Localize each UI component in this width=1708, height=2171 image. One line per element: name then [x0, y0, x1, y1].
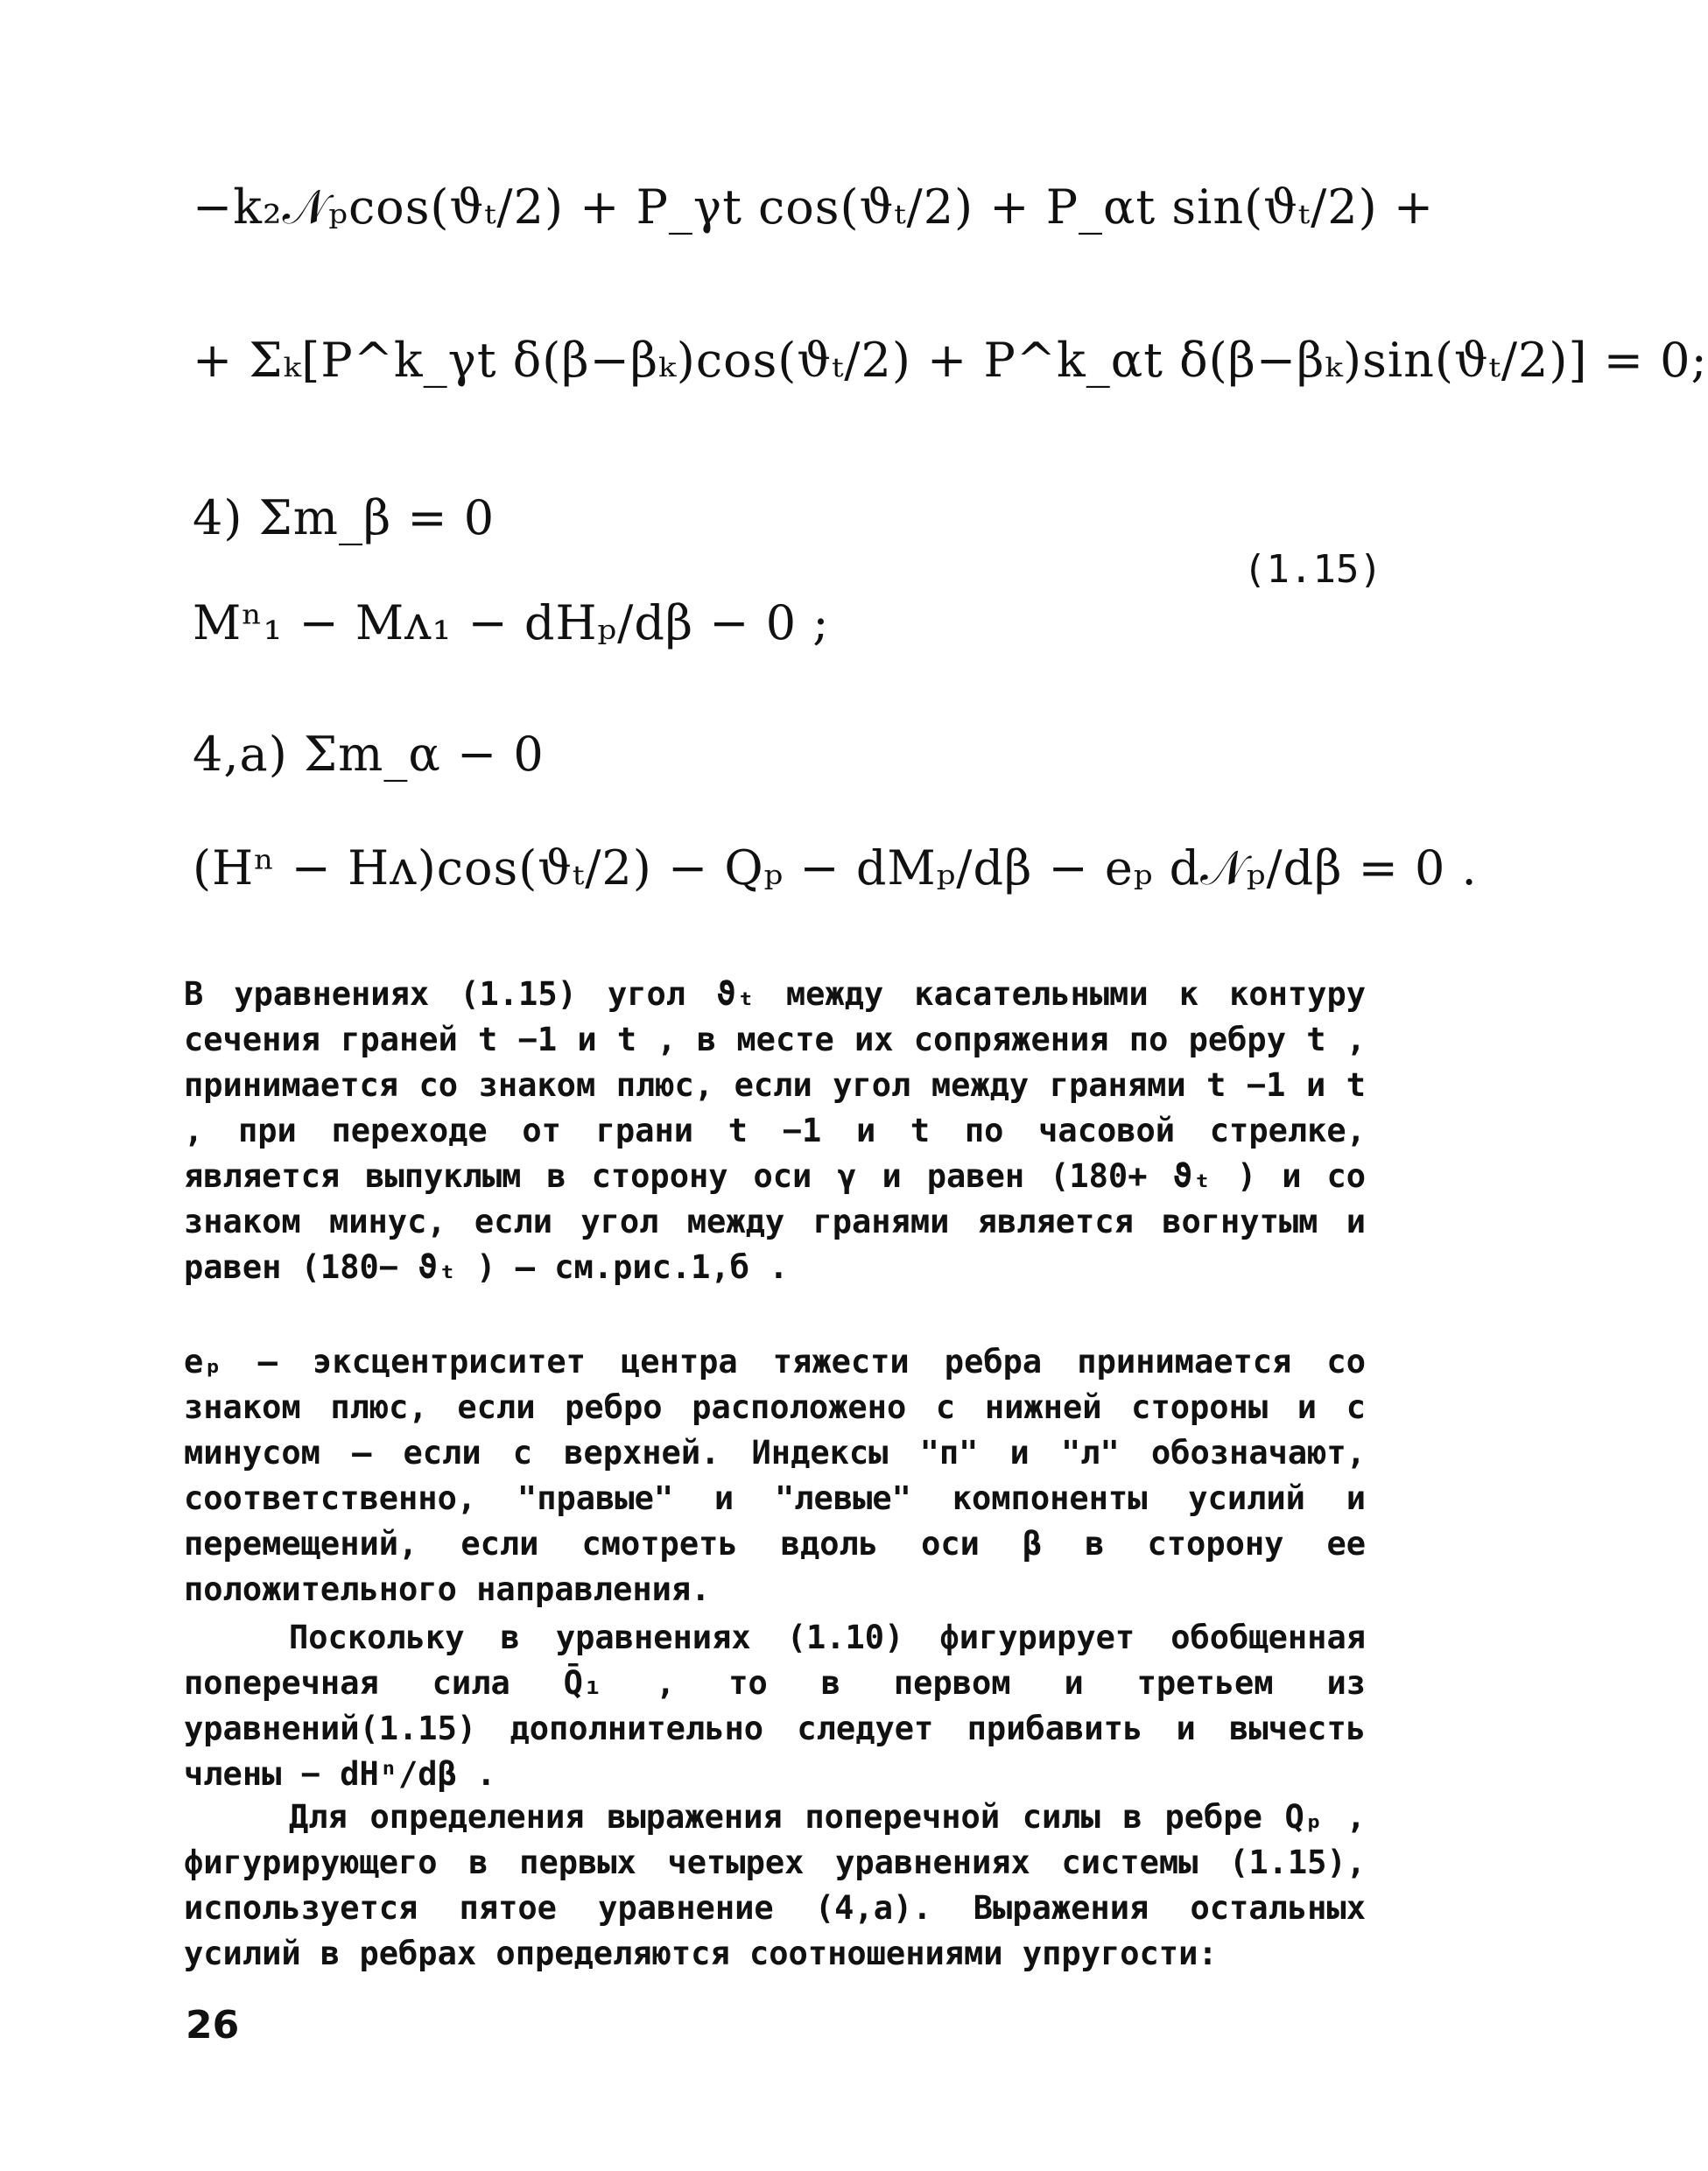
- paragraph-1: В уравнениях (1.15) угол ϑₜ между касательными к контуру сечения граней t −1 и t , в месте их сопряжения по ребру t , принимается со знаком плюс, если угол между гранями t −1 и t , при переходе от грани t −1 и t по часовой стрелке, является выпуклым в сторону оси γ и равен (180+ ϑₜ ) и со знаком минус, если угол между гранями является вогнутым и равен (180− ϑₜ ) – см.рис.1,б .: [184, 975, 1366, 1286]
- equation-line-6: (Hⁿ − Hᴧ)cos(ϑₜ/2) − Qₚ − dMₚ/dβ − eₚ d𝒩ₚ/dβ = 0 .: [193, 840, 1478, 896]
- equation-line-3: 4) Σm_β = 0: [193, 490, 496, 545]
- equation-line-4: Mⁿ₁ − Mᴧ₁ − dHₚ/dβ − 0 ;: [193, 595, 830, 650]
- equation-line-1: −k₂𝒩ₚcos(ϑₜ/2) + P_γt cos(ϑₜ/2) + P_αt sin(ϑₜ/2) +: [193, 179, 1435, 235]
- equation-number: (1.15): [1243, 547, 1382, 592]
- paragraph-4: Для определения выражения поперечной силы в ребре Qₚ , фигурирующего в первых четырех уравнениях системы (1.15), используется пятое уравнение (4,а). Выражения остальных усилий в ребрах определяются соотношениями упругости:: [184, 1798, 1366, 1972]
- paragraph-2: eₚ – эксцентриситет центра тяжести ребра принимается со знаком плюс, если ребро расположено с нижней стороны и с минусом – если с верхней. Индексы "п" и "л" обозначают, соответственно, "правые" и "левые" компоненты усилий и перемещений, если смотреть вдоль оси β в сторону ее положительного направления.: [184, 1343, 1366, 1608]
- paragraph-3: Поскольку в уравнениях (1.10) фигурирует обобщенная поперечная сила Q̄₁ , то в первом и третьем из уравнений(1.15) дополнительно следует прибавить и вычесть члены − dHⁿ/dβ .: [184, 1619, 1366, 1793]
- equation-line-5: 4,а) Σm_α − 0: [193, 727, 545, 782]
- equation-line-2: + Σₖ[P^k_γt δ(β−βₖ)cos(ϑₜ/2) + P^k_αt δ(β−βₖ)sin(ϑₜ/2)] = 0;: [193, 333, 1708, 388]
- page-number: 26: [186, 2003, 240, 2048]
